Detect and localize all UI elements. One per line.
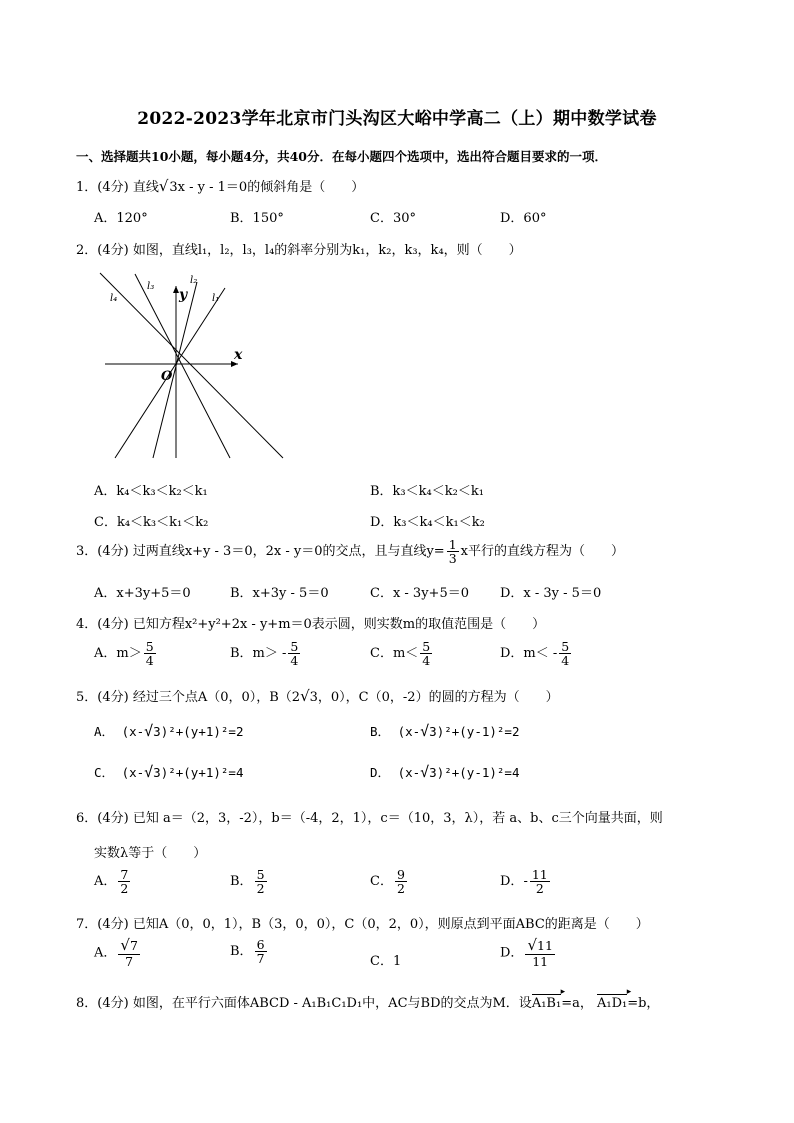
question-1: [76, 176, 365, 195]
q3-fraction: $\frac{1}{3}$: [448, 537, 457, 567]
q5-prefix: 5．(4分) 经过三个点A（0，0），B（2: [76, 690, 301, 705]
label-l2: l₂: [190, 275, 198, 286]
q1-option-c[interactable]: C．30°: [370, 211, 416, 226]
question-4: 4．(4分) 已知方程x²+y²+2x - y+m＝0表示圆，则实数m的取值范围是（ ）: [76, 617, 546, 632]
label-y: y: [179, 287, 188, 303]
line-l2: [153, 282, 197, 458]
q6-option-a[interactable]: A． $\frac{7}{2}$: [94, 867, 129, 897]
q5-option-d[interactable]: D． (x-√3)²+(y-1)²=4: [370, 763, 520, 781]
q7-option-d[interactable]: D． $\frac{√11}{11}$: [500, 936, 553, 969]
q2-option-c[interactable]: C．k₄＜k₃＜k₁＜k₂: [94, 515, 209, 530]
label-x: x: [234, 347, 243, 363]
vector-a1b1: A₁B₁ ▸: [532, 994, 561, 1011]
q6-option-b[interactable]: B． $\frac{5}{2}$: [230, 867, 265, 897]
sqrt-icon: √: [158, 177, 169, 195]
label-l1: l₁: [212, 293, 220, 304]
q6-option-c[interactable]: C． $\frac{9}{2}$: [370, 867, 405, 897]
q7-option-b[interactable]: B． $\frac{6}{7}$: [230, 937, 265, 967]
q2-option-a[interactable]: A．k₄＜k₃＜k₂＜k₁: [94, 484, 208, 499]
sqrt-icon: √: [300, 687, 310, 705]
q3-option-b[interactable]: B．x+3y - 5＝0: [230, 586, 329, 601]
question-5: [76, 686, 559, 705]
question-8: 8．(4分) 如图，在平行六面体ABCD - A₁B₁C₁D₁中，AC与BD的交点为M．设A₁B₁ ▸=a， A₁D₁ ▸=b，: [76, 992, 659, 1011]
q3-prefix: 3．(4分) 过两直线x+y - 3＝0，2x - y＝0的交点，且与直线y=: [76, 544, 445, 560]
q3-option-a[interactable]: A．x+3y+5＝0: [94, 586, 191, 601]
line-l4: [100, 273, 283, 458]
q4-option-d[interactable]: D．m＜ - $\frac{5}{4}$: [500, 639, 570, 669]
q1-option-a[interactable]: A．120°: [94, 211, 148, 226]
q2-option-b[interactable]: B．k₃＜k₄＜k₂＜k₁: [370, 484, 484, 499]
question-6-line-1: 6．(4分) 已知 a＝（2，3，-2），b＝（-4，2，1），c＝（10，3，λ），若 a、b、c三个向量共面，则: [76, 811, 663, 826]
page-title: 2022-2023学年北京市门头沟区大峪中学高二（上）期中数学试卷: [137, 109, 657, 129]
question-3: [76, 538, 624, 565]
label-origin: O: [161, 369, 173, 384]
q3-option-d[interactable]: D．x - 3y - 5＝0: [500, 586, 602, 601]
q4-option-b[interactable]: B．m＞ - $\frac{5}{4}$: [230, 639, 299, 669]
question-7: 7．(4分) 已知A（0，0，1），B（3，0，0），C（0，2，0），则原点到平面ABC的距离是（ ）: [76, 917, 649, 932]
q5-option-a[interactable]: A． (x-√3)²+(y+1)²=2: [94, 722, 244, 740]
q5-option-c[interactable]: C． (x-√3)²+(y+1)²=4: [94, 763, 244, 781]
q5-mid: 3，0），C（0，-2）的圆的方程为（ ）: [309, 690, 559, 705]
vector-a1d1: A₁D₁ ▸: [597, 994, 627, 1011]
q8-stem: 8．(4分) 如图，在平行六面体ABCD - A₁B₁C₁D₁中，AC与BD的交点为M．设: [76, 996, 532, 1011]
q1-rest: 3x - y - 1＝0的倾斜角是（ ）: [169, 180, 365, 195]
label-l4: l₄: [110, 293, 118, 304]
q7-option-a[interactable]: A． $\frac{√7}{7}$: [94, 936, 138, 969]
q1-prefix: 1．(4分) 直线: [76, 180, 159, 195]
q5-option-b[interactable]: B． (x-√3)²+(y-1)²=2: [370, 722, 520, 740]
question-6-line-2: 实数λ等于（ ）: [94, 846, 207, 861]
q3-suffix: x平行的直线方程为（ ）: [460, 544, 624, 560]
q1-option-d[interactable]: D．60°: [500, 211, 547, 226]
q1-option-b[interactable]: B．150°: [230, 211, 284, 226]
question-2: 2．(4分) 如图，直线l₁，l₂，l₃，l₄的斜率分别为k₁，k₂，k₃，k₄，则（ ）: [76, 243, 522, 258]
section-heading: 一、选择题共10小题，每小题4分，共40分．在每小题四个选项中，选出符合题目要求的一项．: [76, 149, 607, 164]
q2-figure: [95, 268, 295, 466]
q2-option-d[interactable]: D．k₃＜k₄＜k₁＜k₂: [370, 515, 485, 530]
q4-option-c[interactable]: C．m＜ $\frac{5}{4}$: [370, 639, 431, 669]
q3-option-c[interactable]: C．x - 3y+5＝0: [370, 586, 469, 601]
q6-option-d[interactable]: D．- $\frac{11}{2}$: [500, 867, 548, 897]
q4-option-a[interactable]: A．m＞ $\frac{5}{4}$: [94, 639, 154, 669]
q7-option-c[interactable]: C．1: [370, 954, 402, 969]
label-l3: l₃: [147, 281, 155, 292]
